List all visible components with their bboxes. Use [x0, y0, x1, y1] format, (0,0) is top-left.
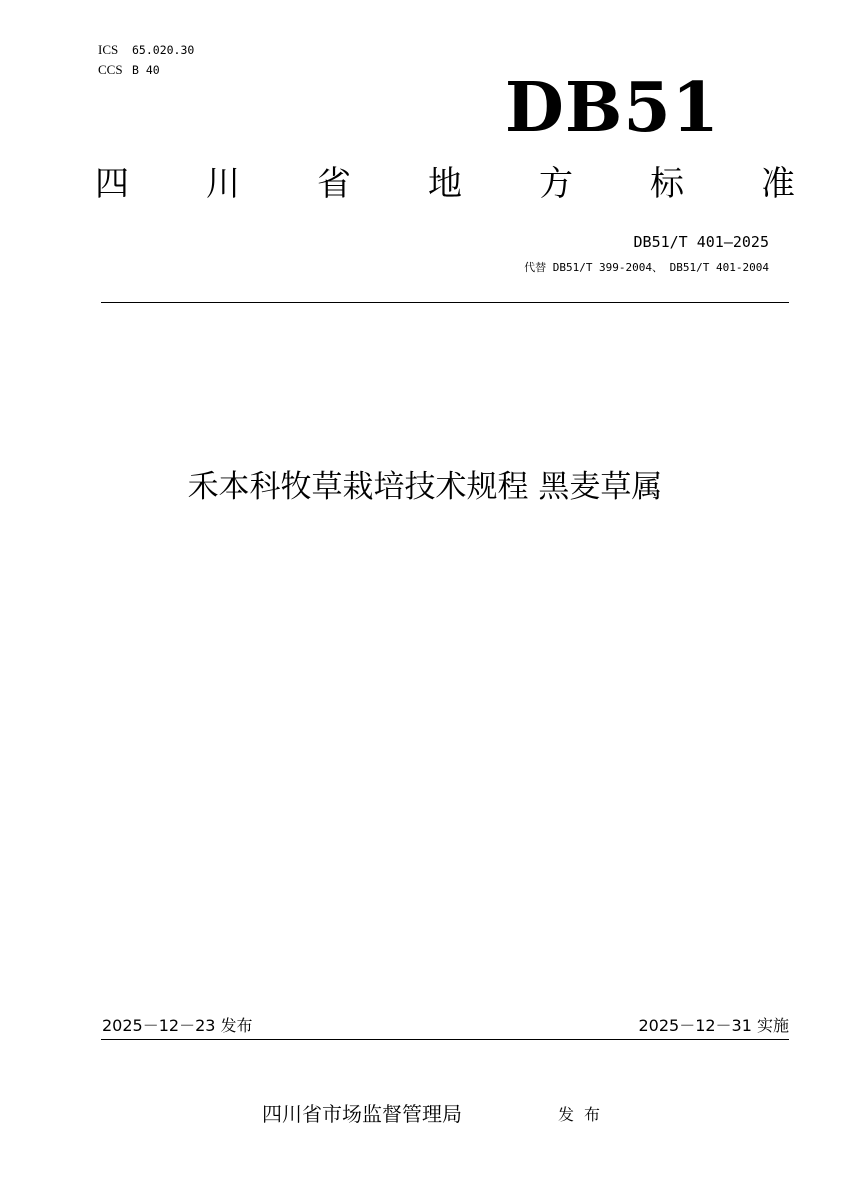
- standard-type-char: 标: [650, 164, 684, 204]
- ccs-label: CCS: [98, 62, 123, 77]
- standard-type-char: 四: [95, 164, 129, 204]
- implement-date: 2025－12－31 实施: [638, 1016, 789, 1035]
- standard-type-char: 方: [539, 164, 573, 204]
- db51-logo: DB51: [504, 68, 720, 148]
- replaces-note: 代替 DB51/T 399-2004、 DB51/T 401-2004: [524, 261, 769, 274]
- standard-number: DB51/T 401—2025: [633, 233, 769, 251]
- standard-type-char: 准: [761, 164, 795, 204]
- bottom-divider: [101, 1039, 789, 1040]
- publish-date: 2025－12－23 发布: [102, 1016, 253, 1035]
- top-divider: [101, 302, 789, 303]
- ccs-line: [98, 60, 194, 80]
- classification-codes: [98, 40, 194, 80]
- standard-type-char: 省: [317, 164, 351, 204]
- issuing-authority: 四川省市场监督管理局: [262, 1102, 462, 1126]
- document-title: 禾本科牧草栽培技术规程 黑麦草属: [187, 469, 663, 505]
- standard-type-char: 川: [206, 164, 240, 204]
- ics-value: 65.020.30: [132, 43, 195, 57]
- ccs-value: B 40: [132, 63, 160, 77]
- ics-line: [98, 40, 194, 60]
- standard-type-heading: [95, 160, 795, 208]
- ics-label: ICS: [98, 42, 119, 57]
- issuer-action: 发布: [558, 1105, 611, 1124]
- standard-type-char: 地: [428, 164, 462, 204]
